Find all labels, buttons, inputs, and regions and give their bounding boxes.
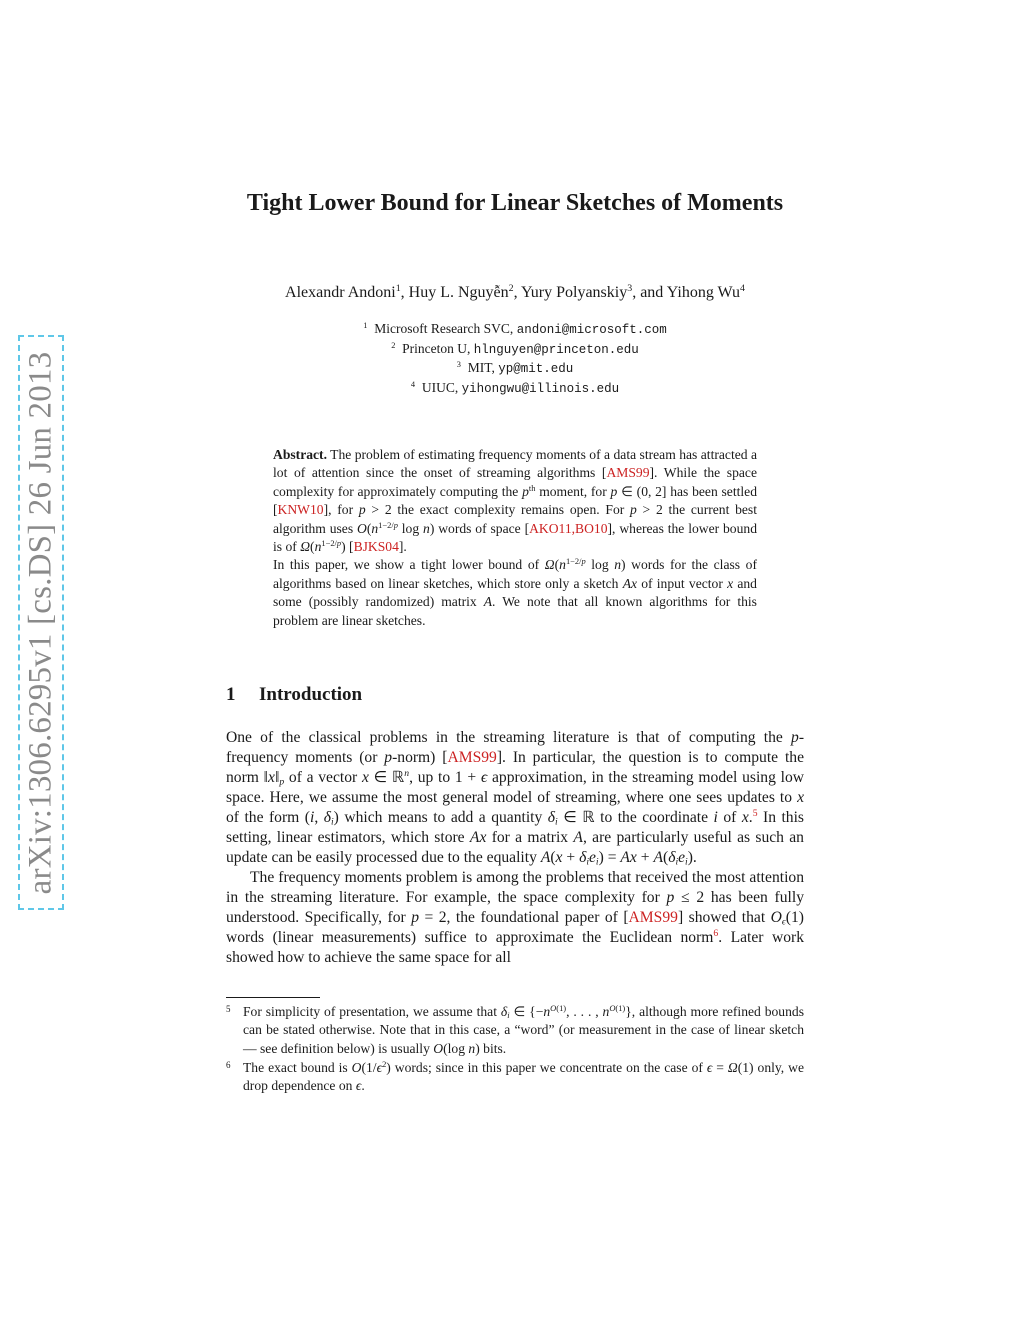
footnote: 5 For simplicity of presentation, we assume that $\delta_i$ ∈ {$-n^{O(1)}$, . . . , $n^{O(1)}$}, although more refined bounds can be stated otherwise. Note that in this case, a “word” (or measurement in the case of linear sketch — see definition below) is usually O(log n) bits. <box>226 1002 804 1056</box>
email-link[interactable]: yihongwu@illinois.edu <box>461 381 620 396</box>
citation-link[interactable]: AMS99 <box>606 465 650 481</box>
citation-link[interactable]: AMS99 <box>447 749 497 766</box>
citation-link[interactable]: KNW10 <box>277 502 324 518</box>
affiliation: $^1$ Microsoft Research SVC, andoni@microsoft.com <box>363 320 667 337</box>
paper-title: Tight Lower Bound for Linear Sketches of Moments <box>246 190 784 216</box>
footnote-rule <box>226 997 320 998</box>
affiliation: $^2$ Princeton U, hlnguyen@princeton.edu <box>391 340 639 357</box>
email-link[interactable]: yp@mit.edu <box>498 362 574 376</box>
footnote: 6 The exact bound is $O(1/\epsilon^2)$ words; since in this paper we concentrate on the case of ϵ = Ω(1) only, we drop dependence on ϵ. <box>226 1058 804 1094</box>
citation-link[interactable]: AKO11,BO10 <box>529 520 608 536</box>
footnotes <box>226 1003 804 1096</box>
author-name: Yury Polyanskiy <box>521 284 628 301</box>
citation-link[interactable]: BJKS04 <box>353 539 399 555</box>
author-name: Alexandr Andoni <box>285 284 396 301</box>
section-heading <box>226 684 362 706</box>
author-name: Huy L. Nguyễn <box>408 284 509 301</box>
author-list: Alexandr Andoni$^1$, Huy L. Nguyễn$^2$, Yury Polyanskiy$^3$, and Yihong Wu$^4$ <box>285 283 745 301</box>
abstract-paragraph: In this paper, we show a tight lower bound of $\Omega(n^{1-2/p}$ log n) words for the class of algorithms based on linear sketches, which store only a sketch Ax of input vector x and some (possibly randomized) matrix A. We note that all known algorithms for this problem are linear sketches. <box>273 556 757 628</box>
affiliation: $^3$ MIT, yp@mit.edu <box>456 359 574 376</box>
section-number: 1 <box>226 684 236 705</box>
citation-link[interactable]: AMS99 <box>628 909 678 926</box>
section-title: Introduction <box>259 684 363 705</box>
footnote-link[interactable]: 5 <box>752 808 758 820</box>
body-paragraph: One of the classical problems in the streaming literature is that of computing the p-frequency moments (or p-norm) [AMS99]. In particular, the question is to compute the norm $‖x‖_p$ of a vector x ∈ ℝ$^n$, up to 1 + ϵ approximation, in the streaming model using low space. Here, we assume the most general model of streaming, where one sees updates to x of the form (i, $\delta_i$) which means to add a quantity $\delta_i$ ∈ ℝ to the coordinate i of x.$^5$ In this setting, linear estimators, which store Ax for a matrix A, are particularly useful as such an update can be easily processed due to the equality $A(x + \delta_ie_i) = Ax + A(\delta_ie_i)$. <box>226 729 805 868</box>
footnote-link[interactable]: 6 <box>713 928 719 940</box>
abstract-paragraph: Abstract. The problem of estimating frequency moments of a data stream has attracted a lot of attention since the onset of streaming algorithms [AMS99]. While the space complexity for approximately computing the $p^{th}$ moment, for p ∈ (0, 2] has been settled [KNW10], for p > 2 the exact complexity remains open. For p > 2 the current best algorithm uses $O(n^{1-2/p}$ log n) words of space [AKO11,BO10], whereas the lower bound is of $\Omega(n^{1-2/p})$ [BJKS04]. <box>273 447 758 555</box>
affiliation-list <box>226 320 804 398</box>
arxiv-identifier[interactable]: arXiv:1306.6295v1 [cs.DS] 26 Jun 2013 <box>22 351 59 894</box>
body-paragraph: The frequency moments problem is among the problems that received the most attention in the streaming literature. For example, the space complexity for p ≤ 2 has been fully understood. Specifically, for p = 2, the foundational paper of [AMS99] showed that $O_\epsilon(1)$ words (linear measurements) suffice to approximate the Euclidean norm$^6$. Later work showed how to achieve the same space for all <box>226 869 804 966</box>
body-text <box>226 728 804 968</box>
arxiv-stamp <box>18 335 64 910</box>
affiliation: $^4$ UIUC, yihongwu@illinois.edu <box>410 379 620 396</box>
email-link[interactable]: hlnguyen@princeton.edu <box>473 342 639 357</box>
abstract <box>273 446 757 630</box>
email-link[interactable]: andoni@microsoft.com <box>516 323 667 337</box>
author-name: Yihong Wu <box>666 284 740 301</box>
